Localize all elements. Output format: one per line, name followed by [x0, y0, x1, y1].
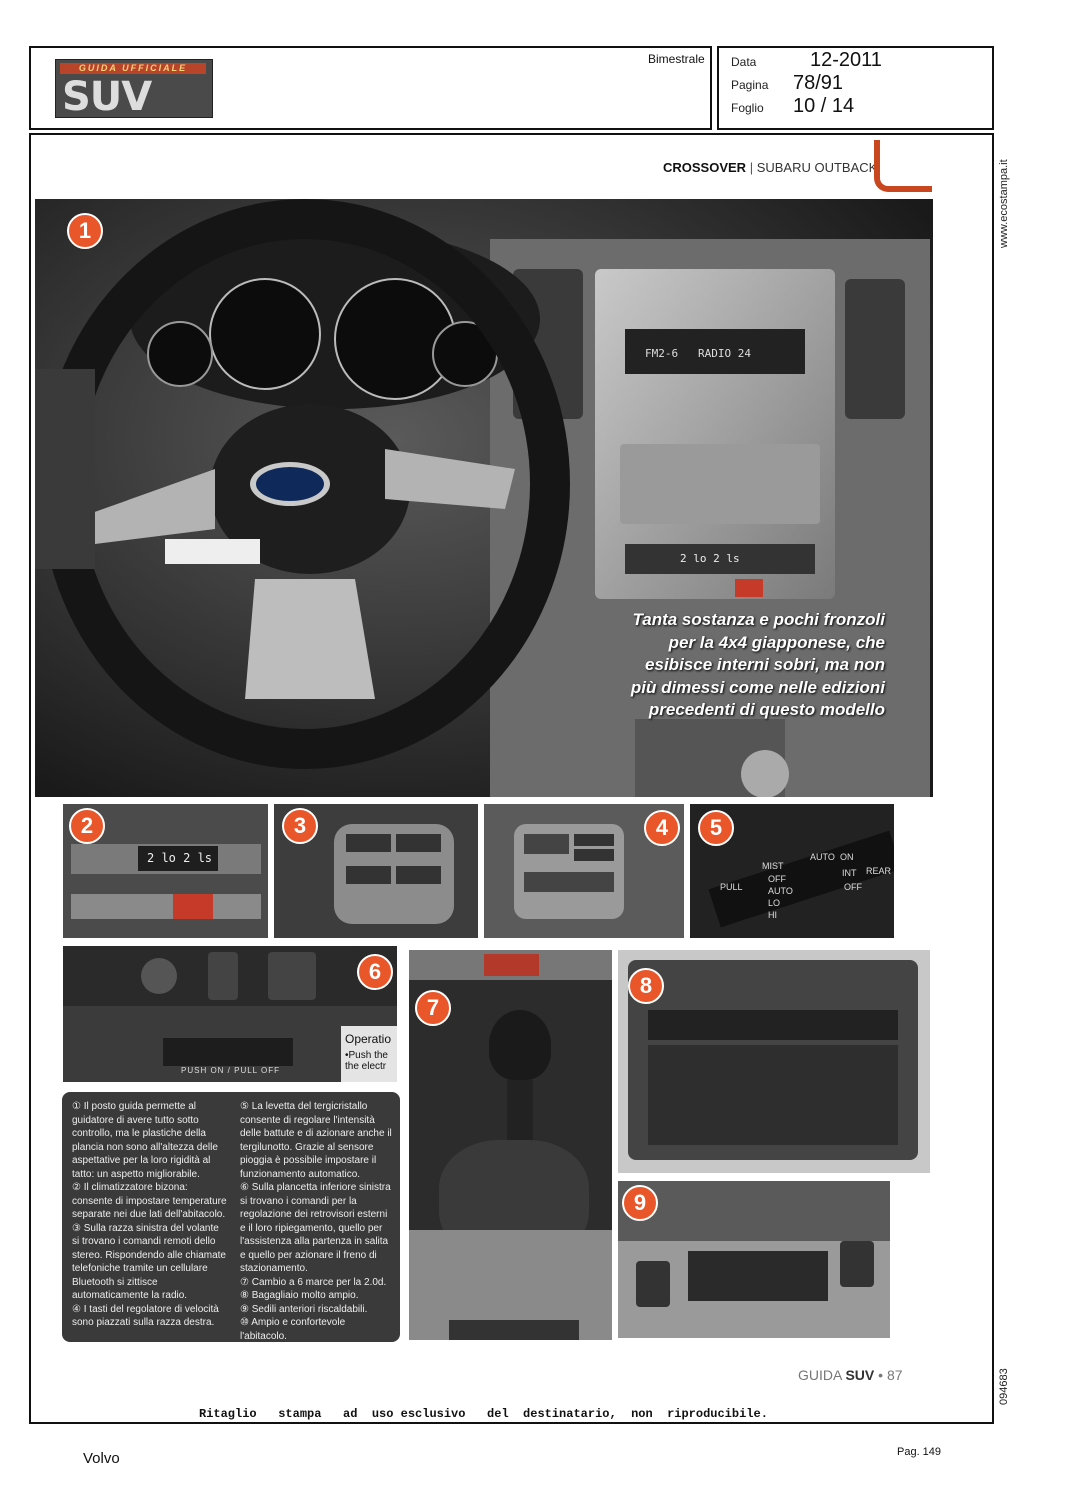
photo-number-8: 8 [628, 968, 664, 1004]
wiper-on-label: ON [840, 852, 854, 862]
photo-number-3: 3 [282, 808, 318, 844]
wiper-off2-label: OFF [844, 882, 862, 892]
caption-8: ⑧ Bagagliaio molto ampio. [240, 1290, 359, 1301]
wiper-mist-label: MIST [762, 861, 784, 871]
photo-number-7: 7 [415, 990, 451, 1026]
push-on-pull-off-label: PUSH ON / PULL OFF [181, 1066, 281, 1075]
photo-number-9: 9 [622, 1185, 658, 1221]
photo-cruise-control [484, 804, 684, 938]
photo-number-1: 1 [67, 213, 103, 249]
pagina-value: 78/91 [793, 72, 844, 94]
captions-column-2 [240, 1100, 394, 1343]
subsection-name: SUBARU OUTBACK [756, 160, 878, 175]
wiper-hi-label: HI [768, 910, 777, 920]
section-name: CROSSOVER [663, 160, 747, 175]
code-sidetext: 094683 [998, 1368, 1010, 1405]
caption-10: ⑩ Ampio e confortevole l'abitacolo. [240, 1317, 346, 1342]
photo-gear-shifter [409, 950, 612, 1340]
photo-number-6: 6 [357, 954, 393, 990]
section-header: CROSSOVER | SUBARU OUTBACK [663, 160, 878, 175]
climate-display: 2 lo 2 ls [147, 851, 213, 865]
data-value: 12-2011 [810, 49, 882, 71]
caption-2: ② Il climatizzatore bizona: consente di impostare temperature separate nei due lati dell'abitacolo. [72, 1182, 227, 1220]
operation-label: Operatio [345, 1032, 392, 1046]
wiper-off-label: OFF [768, 874, 786, 884]
pagina-label: Pagina [731, 78, 769, 92]
wiper-rear-label: REAR [866, 866, 892, 876]
caption-5: ⑤ La levetta del tergicristallo consente di regolare l'intensità delle battute e di azionare anche il tergilunotto. Grazie al sensore pioggia è possibile impostare il funzionamento automatico. [240, 1101, 392, 1180]
footer-brand: GUIDA [798, 1367, 842, 1383]
logo-subtitle: GUIDA UFFICIALE [60, 63, 206, 74]
reproduction-notice: Ritaglio stampa ad uso esclusivo del destinatario, non riproducibile. [199, 1407, 768, 1421]
bottom-page-number: Pag. 149 [897, 1446, 942, 1458]
logo-title: SUV [62, 74, 152, 120]
section-corner-accent [874, 140, 932, 192]
captions-panel [62, 1092, 400, 1342]
radio-station: RADIO 24 [698, 347, 751, 360]
hero-caption: Tanta sostanza e pochi fronzoli per la 4x4 giapponese, che esibisce interni sobri, ma non più dimessi come nelle edizioni precedenti di questo modello [630, 610, 885, 719]
bottom-left-label: Volvo [83, 1450, 120, 1467]
photo-seat-heating [618, 1181, 890, 1338]
caption-4: ④ I tasti del regolatore di velocità sono piazzati sulla razza destra. [72, 1303, 219, 1328]
caption-7: ⑦ Cambio a 6 marce per la 2.0d. [240, 1276, 387, 1288]
operation-text: •Push the the electr [345, 1050, 388, 1072]
radio-display [645, 347, 751, 360]
foglio-label: Foglio [731, 101, 764, 115]
wiper-lo-label: LO [768, 898, 781, 908]
photo-number-4: 4 [644, 810, 680, 846]
wiper-int-label: INT [842, 868, 857, 878]
caption-1: ① Il posto guida permette al guidatore di avere tutto sotto controllo, ma le plastiche della plancia non sono all'altezza delle aspettative per la loro rigidità al tatto: un aspetto migliorabile. [72, 1101, 218, 1180]
photo-lower-panel [63, 946, 397, 1082]
climate-display-hero: 2 lo 2 ls [680, 552, 740, 565]
caption-6: ⑥ Sulla plancetta inferiore sinistra si trovano i comandi per la regolazione dei retrovisori esterni e il loro ripiegamento, quello per l'assistenza alla partenza in salita e quello per azionare il freno di stazionamento. [240, 1182, 391, 1274]
photo-wiper-stalk [690, 804, 894, 938]
data-label: Data [731, 55, 757, 69]
captions-column-1 [72, 1100, 228, 1330]
wiper-auto2-label: AUTO [810, 852, 835, 862]
caption-9: ⑨ Sedili anteriori riscaldabili. [240, 1303, 368, 1315]
radio-band: FM2-6 [645, 347, 679, 360]
wiper-auto-label: AUTO [768, 886, 793, 896]
photo-number-2: 2 [69, 808, 105, 844]
photo-steering-left-controls [274, 804, 478, 938]
photo-trunk [618, 950, 930, 1173]
foglio-value: 10 / 14 [793, 95, 855, 117]
footer-brand-bold: SUV [845, 1367, 875, 1383]
hero-dashboard-photo [35, 199, 933, 797]
frequency-label: Bimestrale [648, 52, 705, 66]
magazine-logo [55, 59, 213, 118]
photo-number-5: 5 [698, 810, 734, 846]
caption-3: ③ Sulla razza sinistra del volante si trovano i comandi remoti dello stereo. Rispondendo alle chiamate telefoniche tramite un cellulare Bluetooth si zittisce automaticamente la radio. [72, 1222, 226, 1301]
article-footer [798, 1367, 903, 1383]
wiper-pull-label: PULL [720, 882, 743, 892]
website-sidetext: www.ecostampa.it [998, 159, 1010, 248]
photo-climate-control [63, 804, 268, 938]
footer-page-number: • 87 [878, 1367, 903, 1383]
